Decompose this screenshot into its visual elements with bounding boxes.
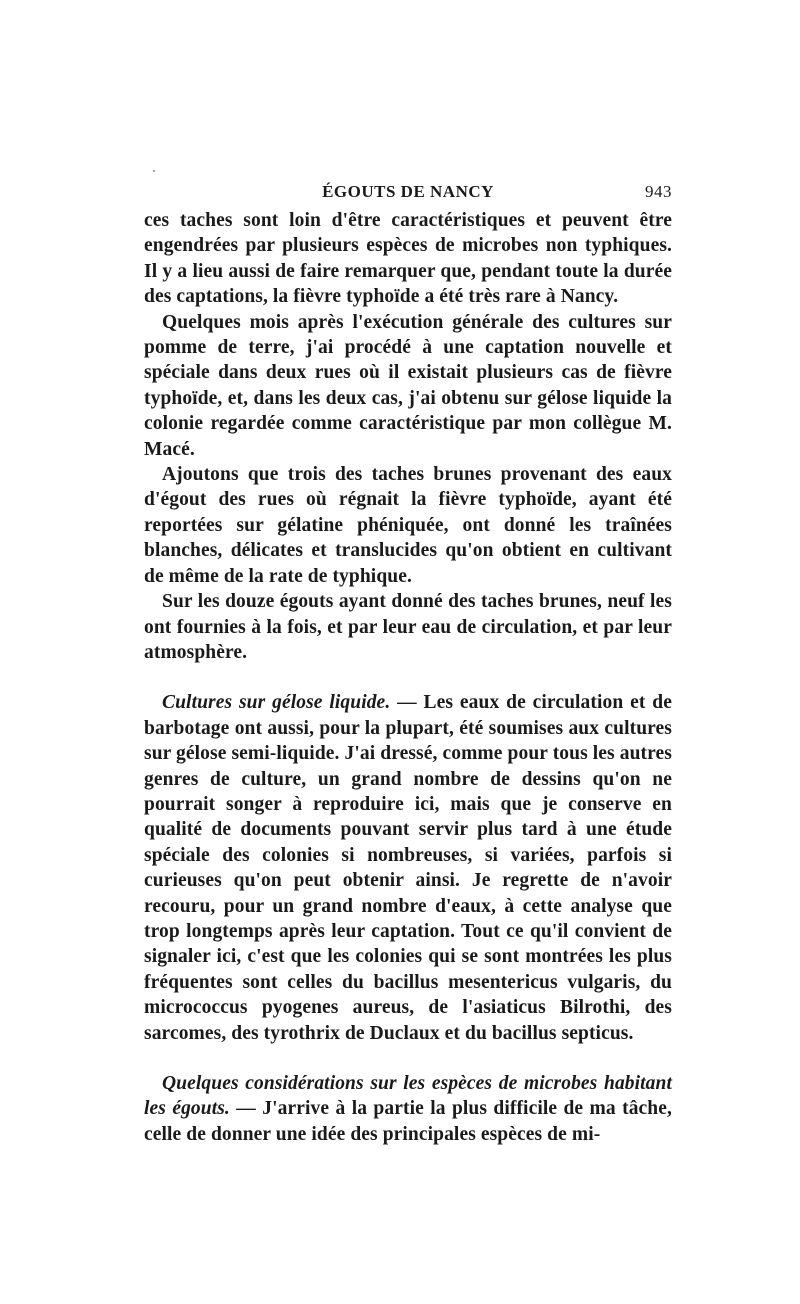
section-heading-considerations: Quelques considérations sur les espèces de microbes habitant les égouts. <box>144 1073 672 1120</box>
body-text <box>144 208 672 1147</box>
section-gap <box>144 1046 672 1071</box>
page-number: 943 <box>645 182 672 201</box>
paragraph-1: ces taches sont loin d'être caractéristiques et peuvent être engendrées par plusieurs espèces de microbes non typhiques. Il y a lieu aussi de faire remarquer que, pendant toute la durée des captations, la fièvre typhoïde a été très rare à Nancy. <box>144 210 672 308</box>
section-gap <box>144 665 672 690</box>
print-speck <box>153 170 155 172</box>
paragraph-2: Quelques mois après l'exécution générale des cultures sur pomme de terre, j'ai procédé à une captation nouvelle et spéciale dans deux rues où il existait plusieurs cas de fièvre typhoïde, et, dans les deux cas, j'ai obtenu sur gélose liquide la colonie regardée comme caractéristique par mon collègue M. Macé. <box>144 311 672 460</box>
section-considerations <box>144 1071 672 1147</box>
paragraph-3: Ajoutons que trois des taches brunes provenant des eaux d'égout des rues où régnait la fièvre typhoïde, ayant été reportées sur gélatine phéniquée, ont donné les traînées blanches, délicates et translucides qu'on obtient en cultivant de même de la rate de typhique. <box>144 464 672 587</box>
section-text-cultures: — Les eaux de circulation et de barbotage ont aussi, pour la plupart, été soumises aux cultures sur gélose semi-liquide. J'ai dressé, comme pour tous les autres genres de culture, un grand nombre de dessins qu'on ne pourrait songer à reproduire ici, mais que je conserve en qualité de documents pouvant servir plus tard à une étude spéciale des colonies si nombreuses, si variées, parfois si curieuses qu'on peut obtenir ainsi. Je regrette de n'avoir recouru, pour un grand nombre d'eaux, à cette analyse que trop longtemps après leur captation. Tout ce qu'il convient de signaler ici, c'est que les colonies qui se sont montrées les plus fréquentes sont celles du bacillus mesentericus vulgaris, du micrococcus pyogenes aureus, de l'asiaticus Bilrothi, des sarcomes, des tyrothrix de Duclaux et du bacillus septicus. <box>144 692 672 1044</box>
section-heading-cultures: Cultures sur gélose liquide. <box>162 692 391 714</box>
page-header <box>144 178 672 208</box>
paragraph-4: Sur les douze égouts ayant donné des taches brunes, neuf les ont fournies à la fois, et par leur eau de circulation, et par leur atmosphère. <box>144 591 672 663</box>
section-cultures-gelose <box>144 690 672 1046</box>
running-title: ÉGOUTS DE NANCY <box>322 182 494 201</box>
page <box>144 178 672 1147</box>
section-text-considerations: — J'arrive à la partie la plus difficile de ma tâche, celle de donner une idée des principales espèces de mi- <box>144 1098 672 1145</box>
